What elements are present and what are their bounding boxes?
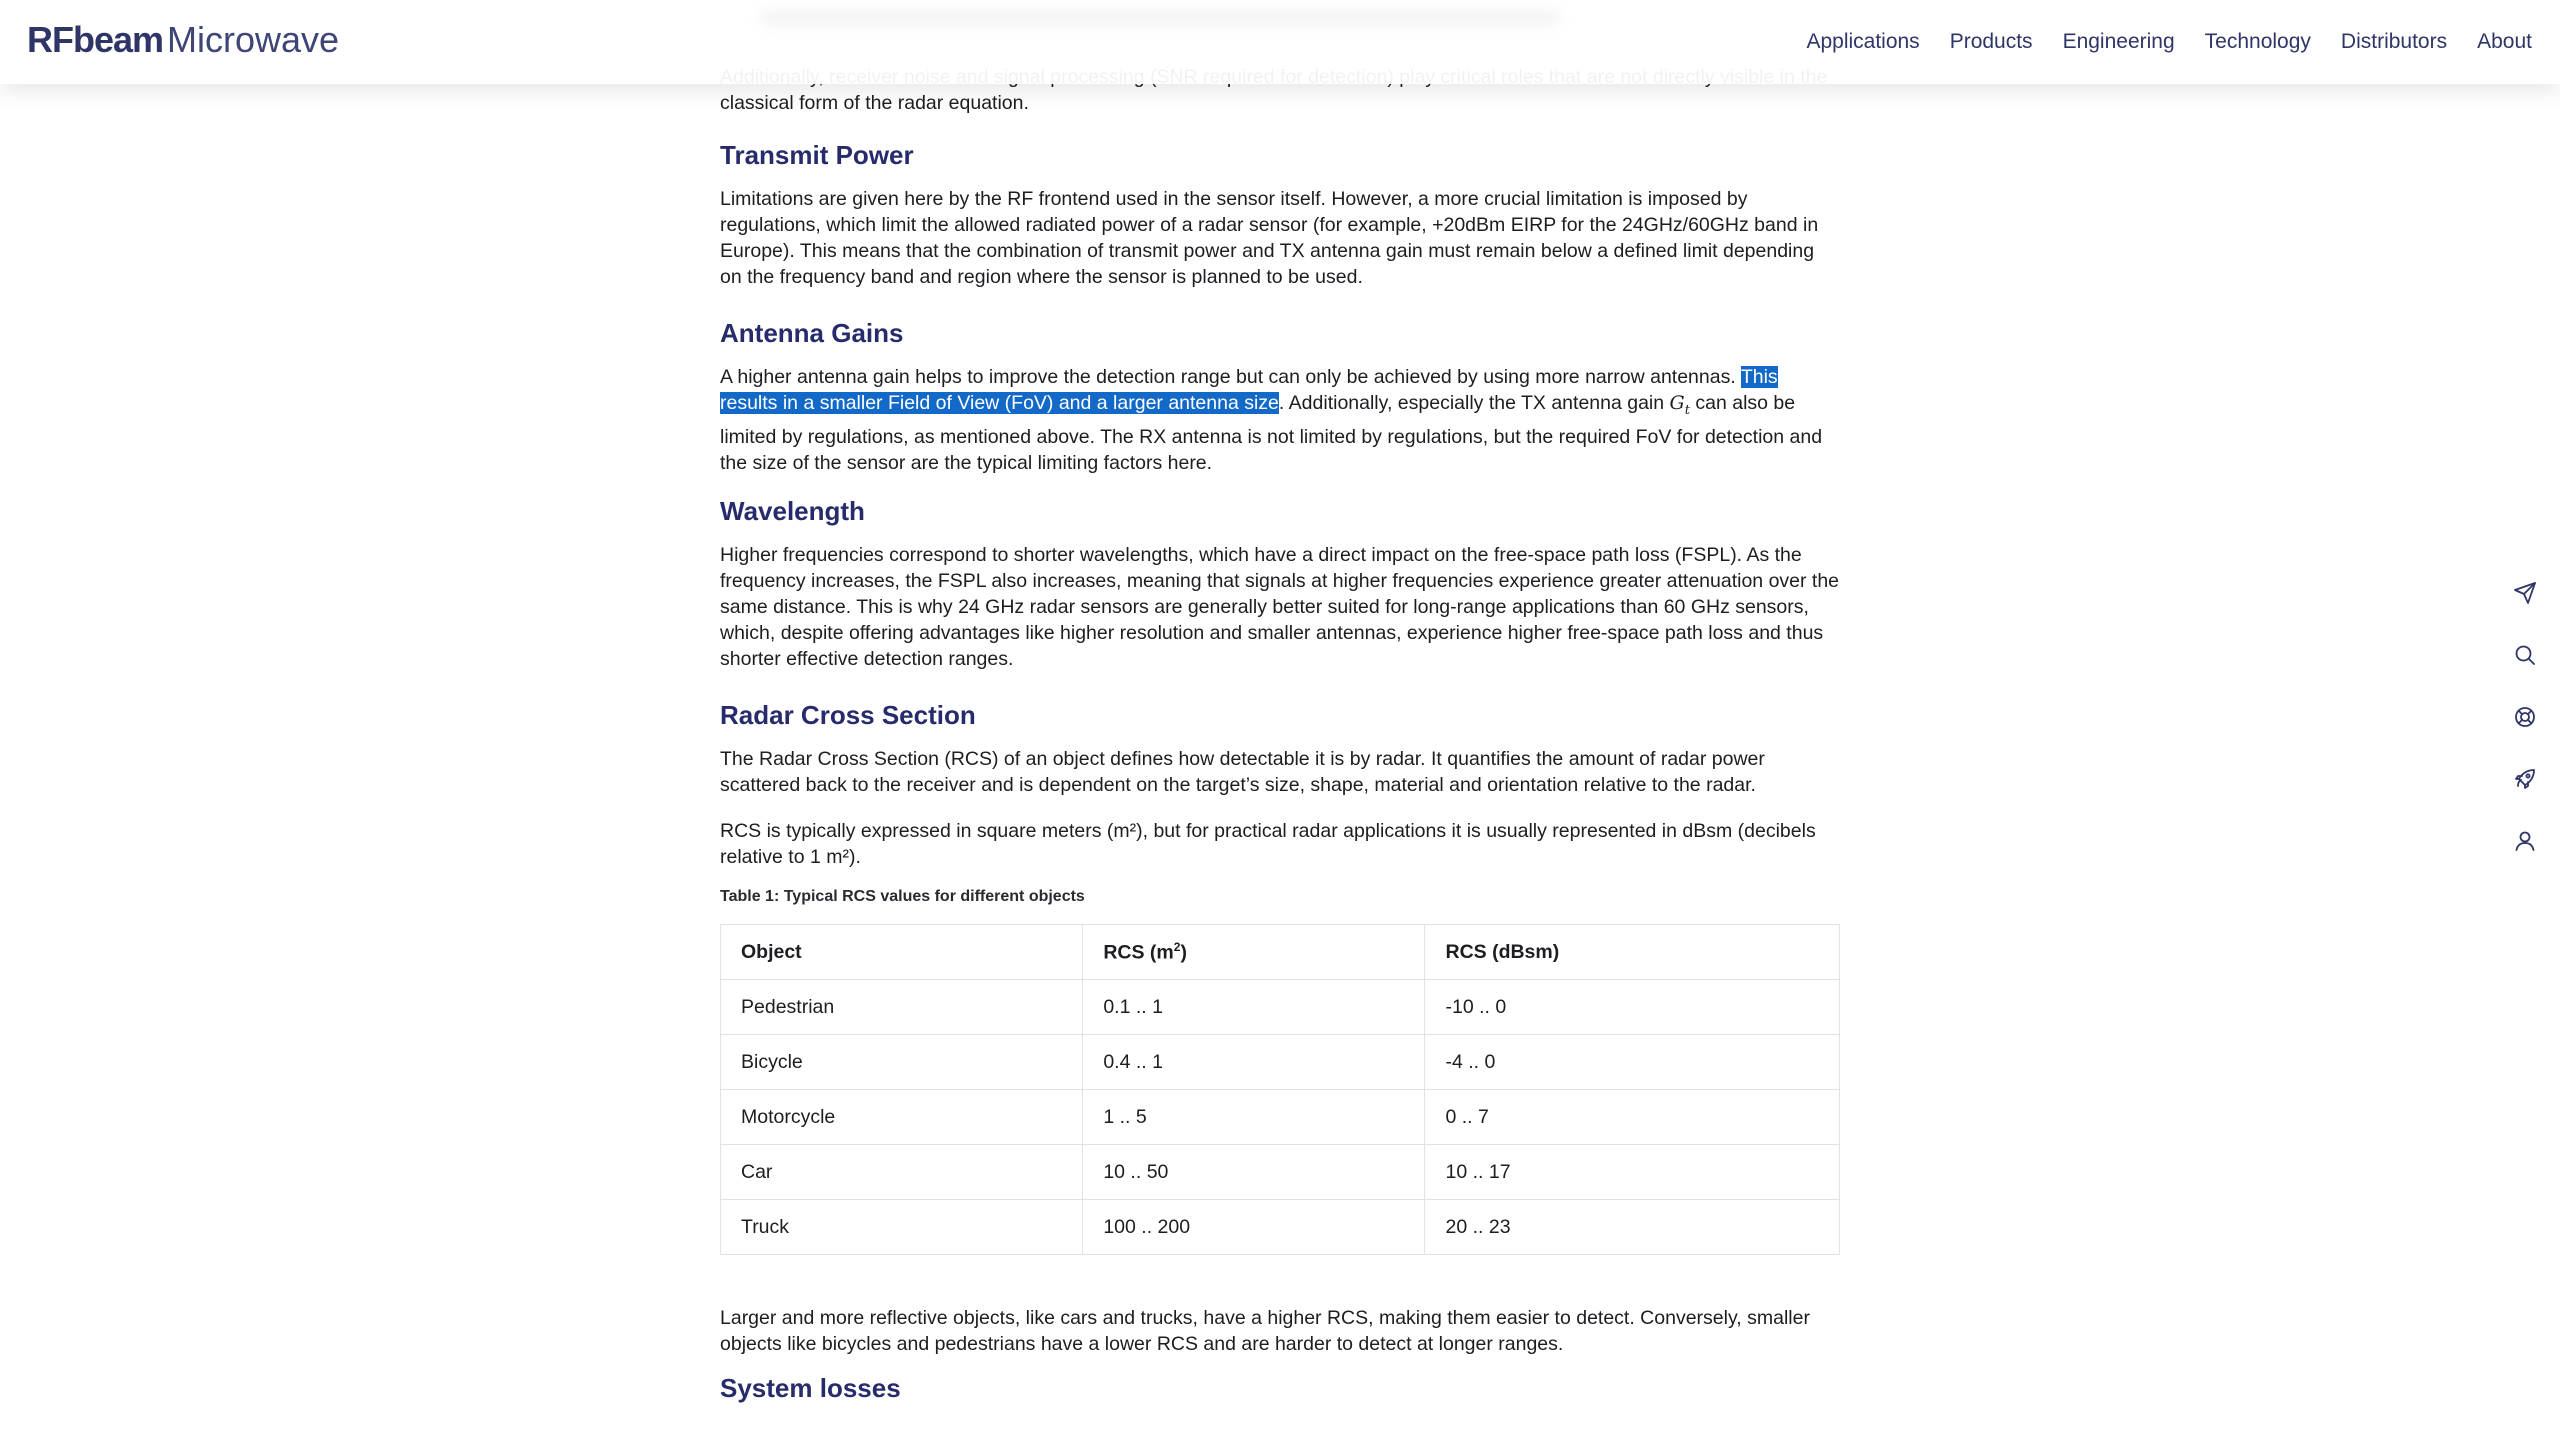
table-header-object: Object xyxy=(721,925,1083,980)
antenna-text-after: can also be limited by regulations, as mentioned above. The RX antenna is not limited by regulations, but the required FoV for detection and the size of the sensor are the typical limiting factors here. xyxy=(720,392,1823,474)
support-icon[interactable] xyxy=(2512,704,2538,730)
nav-products[interactable]: Products xyxy=(1949,30,2033,53)
table-row xyxy=(721,1200,1840,1255)
table-cell-rcs-dbsm: 20 .. 23 xyxy=(1425,1200,1840,1255)
table-cell-object: Pedestrian xyxy=(721,980,1083,1035)
cut-off-paragraph: classical form of the radar equation. xyxy=(720,92,1029,114)
side-toolbar xyxy=(2510,580,2540,854)
header-blur-remnant xyxy=(760,10,1560,26)
table-cell-rcs-m2: 0.1 .. 1 xyxy=(1083,980,1425,1035)
paragraph-antenna-gains xyxy=(720,364,1840,476)
rcs-table xyxy=(720,924,1840,1255)
table-cell-object: Motorcycle xyxy=(721,1090,1083,1145)
antenna-text-before: A higher antenna gain helps to improve the detection range but can only be achieved by using more narrow antennas. xyxy=(720,366,1736,388)
antenna-text-mid: . Additionally, especially the TX antenna gain xyxy=(1278,392,1665,414)
section-radar-cross-section xyxy=(720,698,1840,1405)
table-header-rcs-dbsm: RCS (dBsm) xyxy=(1425,925,1840,980)
table-cell-rcs-dbsm: -4 .. 0 xyxy=(1425,1035,1840,1090)
heading-system-losses: System losses xyxy=(720,1373,901,1403)
main-nav xyxy=(1806,0,2532,84)
site-header xyxy=(0,0,2560,84)
section-antenna-gains xyxy=(720,316,1840,476)
table-row xyxy=(721,1145,1840,1200)
nav-about[interactable]: About xyxy=(2477,30,2532,53)
nav-distributors[interactable]: Distributors xyxy=(2340,30,2448,53)
selected-text[interactable]: This results in a smaller Field of View (FoV) and a larger antenna size xyxy=(720,366,1778,414)
paragraph-rcs-2: RCS is typically expressed in square meters (m²), but for practical radar applications it is usually represented in dBsm (decibels relative to 1 m²). xyxy=(720,820,1816,868)
heading-antenna-gains: Antenna Gains xyxy=(720,318,904,348)
table-cell-rcs-m2: 0.4 .. 1 xyxy=(1083,1035,1425,1090)
table-header-rcs-m2: RCS $(m^2)$ xyxy=(1083,925,1425,980)
heading-wavelength: Wavelength xyxy=(720,496,865,526)
user-icon[interactable] xyxy=(2512,828,2538,854)
table-cell-rcs-m2: 10 .. 50 xyxy=(1083,1145,1425,1200)
paragraph-transmit-power: Limitations are given here by the RF frontend used in the sensor itself. However, a more crucial limitation is imposed by regulations, which limit the allowed radiated power of a radar sensor (for example, +20dBm EIRP for the 24GHz/60GHz band in Europe). This means that the combination of transmit power and TX antenna gain must remain below a defined limit depending on the frequency band and region where the sensor is planned to be used. xyxy=(720,188,1819,288)
table-cell-rcs-dbsm: 0 .. 7 xyxy=(1425,1090,1840,1145)
table-cell-object: Truck xyxy=(721,1200,1083,1255)
nav-technology[interactable]: Technology xyxy=(2204,30,2311,53)
table-row xyxy=(721,1090,1840,1145)
table-row xyxy=(721,980,1840,1035)
table-cell-rcs-dbsm: 10 .. 17 xyxy=(1425,1145,1840,1200)
site-logo[interactable]: RFbeam Microwave xyxy=(27,19,340,60)
table-cell-object: Bicycle xyxy=(721,1035,1083,1090)
table-cell-object: Car xyxy=(721,1145,1083,1200)
rocket-icon[interactable] xyxy=(2512,766,2538,792)
heading-radar-cross-section: Radar Cross Section xyxy=(720,700,976,730)
paragraph-rcs-1: The Radar Cross Section (RCS) of an object defines how detectable it is by radar. It quantifies the amount of radar power scattered back to the receiver and is dependent on the target’s size, shape, material and orientation relative to the radar. xyxy=(720,748,1765,796)
table-cell-rcs-dbsm: -10 .. 0 xyxy=(1425,980,1840,1035)
paragraph-rcs-3: Larger and more reflective objects, like cars and trucks, have a higher RCS, making them easier to detect. Conversely, smaller objects like bicycles and pedestrians have a lower RCS and are harder to detect at longer ranges. xyxy=(720,1307,1810,1355)
heading-transmit-power: Transmit Power xyxy=(720,140,914,170)
gain-symbol: $G_t$ xyxy=(1669,392,1690,418)
paragraph-wavelength: Higher frequencies correspond to shorter wavelengths, which have a direct impact on the free-space path loss (FSPL). As the frequency increases, the FSPL also increases, meaning that signals at higher frequencies experience greater attenuation over the same distance. This is why 24 GHz radar sensors are generally better suited for long-range applications than 60 GHz sensors, which, despite offering advantages like higher resolution and smaller antennas, experience higher free-space path loss and thus shorter effective detection ranges. xyxy=(720,544,1840,670)
table-cell-rcs-m2: 100 .. 200 xyxy=(1083,1200,1425,1255)
table-row xyxy=(721,1035,1840,1090)
table-caption: Table 1: Typical RCS values for different objects xyxy=(720,888,1085,905)
nav-applications[interactable]: Applications xyxy=(1806,30,1920,53)
section-transmit-power xyxy=(720,138,1840,290)
send-icon[interactable] xyxy=(2512,580,2538,606)
table-header-row xyxy=(721,925,1840,980)
search-icon[interactable] xyxy=(2512,642,2538,668)
section-wavelength xyxy=(720,494,1840,672)
table-cell-rcs-m2: 1 .. 5 xyxy=(1083,1090,1425,1145)
nav-engineering[interactable]: Engineering xyxy=(2062,30,2175,53)
